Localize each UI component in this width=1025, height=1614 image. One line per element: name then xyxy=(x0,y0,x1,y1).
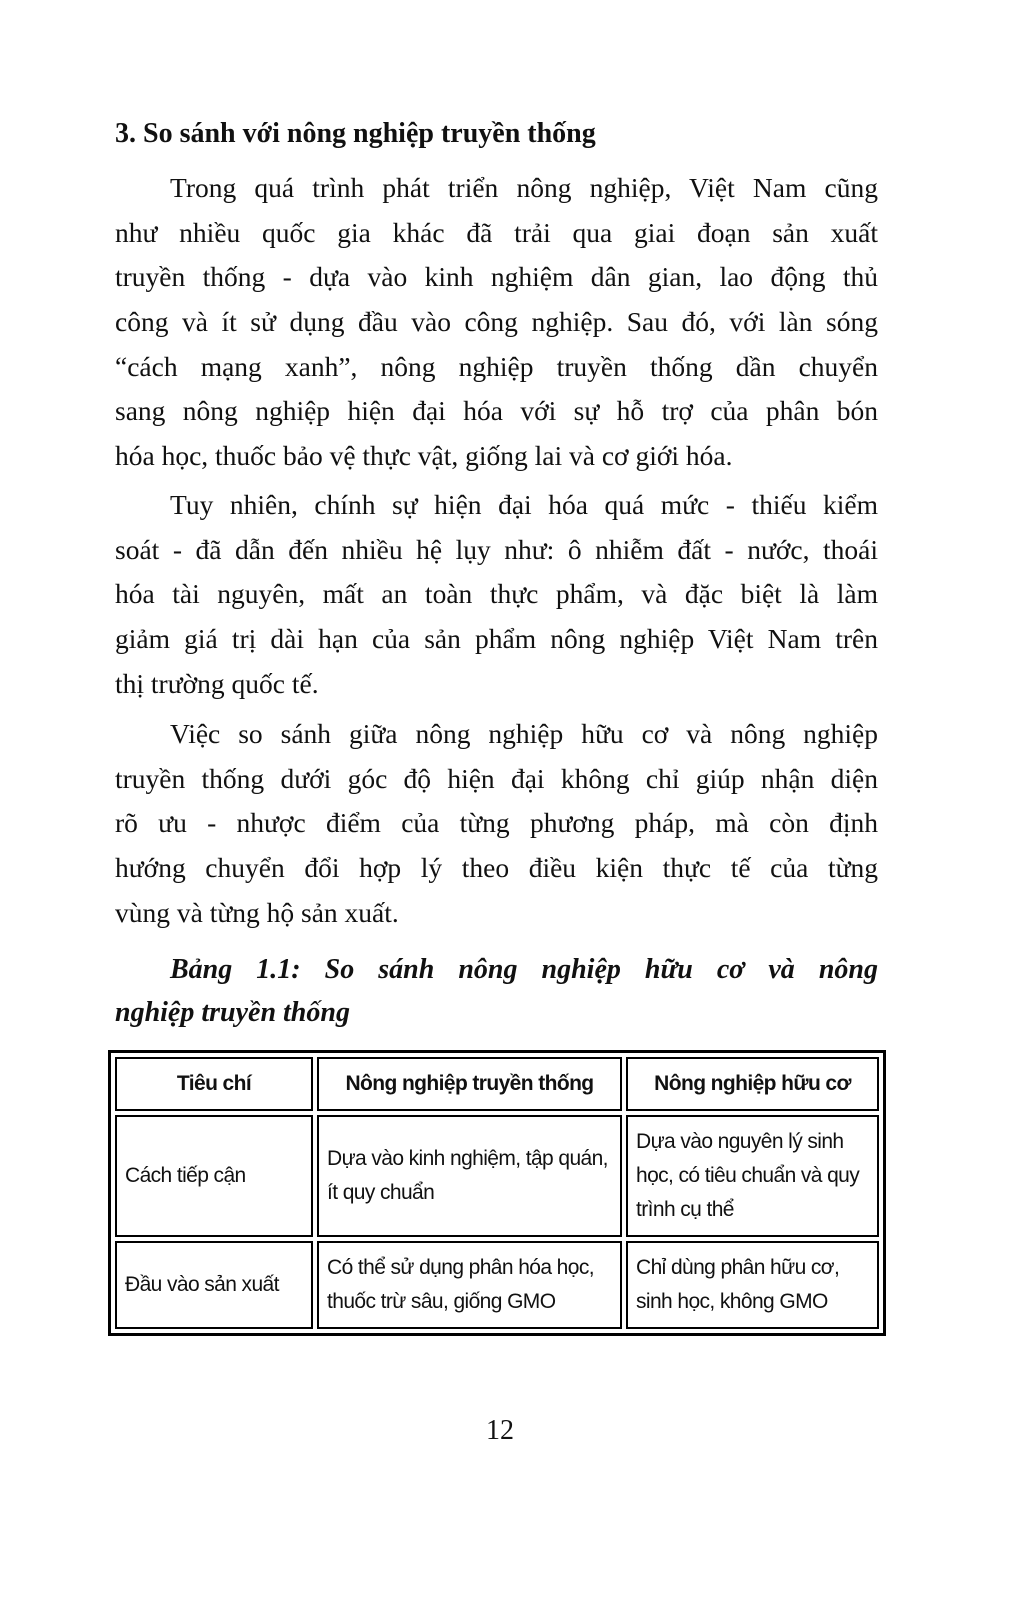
text-line: Trong quá trình phát triển nông nghiệp, Việt Nam cũng xyxy=(170,172,878,203)
text-line: thị trường quốc tế. xyxy=(115,667,319,699)
table-row xyxy=(115,1115,879,1237)
text-line: hóa học, thuốc bảo vệ thực vật, giống lai và cơ giới hóa. xyxy=(115,440,733,472)
text-line: truyền thống - dựa vào kinh nghiệm dân gian, lao động thủ xyxy=(115,261,878,293)
table-caption xyxy=(115,948,878,1034)
comparison-table xyxy=(108,1050,886,1336)
text-line: vùng và từng hộ sản xuất. xyxy=(115,896,399,928)
text-line: Việc so sánh giữa nông nghiệp hữu cơ và nông nghiệp xyxy=(170,718,878,749)
text-line: giảm giá trị dài hạn của sản phẩm nông nghiệp Việt Nam trên xyxy=(115,623,878,655)
text-line: truyền thống dưới góc độ hiện đại không chỉ giúp nhận diện xyxy=(115,762,878,794)
header-criteria: Tiêu chí xyxy=(115,1057,313,1111)
table-cell: Có thể sử dụng phân hóa học, thuốc trừ sâu, giống GMO xyxy=(317,1241,622,1329)
table-cell: Đầu vào sản xuất xyxy=(115,1241,313,1329)
text-line: sang nông nghiệp hiện đại hóa với sự hỗ trợ của phân bón xyxy=(115,395,878,427)
paragraph-1 xyxy=(115,166,878,479)
text-line: soát - đã dẫn đến nhiều hệ lụy như: ô nhiễm đất - nước, thoái xyxy=(115,533,878,565)
caption-line: nghiệp truyền thống xyxy=(115,997,350,1028)
paragraph-3 xyxy=(115,712,878,935)
caption-line: Bảng 1.1: So sánh nông nghiệp hữu cơ và nông xyxy=(170,954,878,985)
header-organic: Nông nghiệp hữu cơ xyxy=(626,1057,879,1111)
paragraph-2 xyxy=(115,483,878,706)
table-header-row xyxy=(115,1057,879,1111)
table-row xyxy=(115,1241,879,1329)
table-cell: Dựa vào kinh nghiệm, tập quán, ít quy chuẩn xyxy=(317,1115,622,1237)
table-cell: Chỉ dùng phân hữu cơ, sinh học, không GMO xyxy=(626,1241,879,1329)
text-line: “cách mạng xanh”, nông nghiệp truyền thống dần chuyển xyxy=(115,350,878,382)
page-number: 12 xyxy=(486,1415,514,1446)
text-line: công và ít sử dụng đầu vào công nghiệp. Sau đó, với làn sóng xyxy=(115,306,878,338)
header-traditional: Nông nghiệp truyền thống xyxy=(317,1057,622,1111)
text-line: rõ ưu - nhược điểm của từng phương pháp, mà còn định xyxy=(115,807,878,839)
table-cell: Dựa vào nguyên lý sinh học, có tiêu chuẩn và quy trình cụ thể xyxy=(626,1115,879,1237)
text-line: hóa tài nguyên, mất an toàn thực phẩm, và đặc biệt là làm xyxy=(115,578,878,610)
text-line: Tuy nhiên, chính sự hiện đại hóa quá mức - thiếu kiểm xyxy=(170,489,878,520)
table-cell: Cách tiếp cận xyxy=(115,1115,313,1237)
text-line: hướng chuyển đổi hợp lý theo điều kiện thực tế của từng xyxy=(115,852,878,884)
section-heading: 3. So sánh với nông nghiệp truyền thống xyxy=(115,118,596,149)
text-line: như nhiều quốc gia khác đã trải qua giai đoạn sản xuất xyxy=(115,216,878,248)
